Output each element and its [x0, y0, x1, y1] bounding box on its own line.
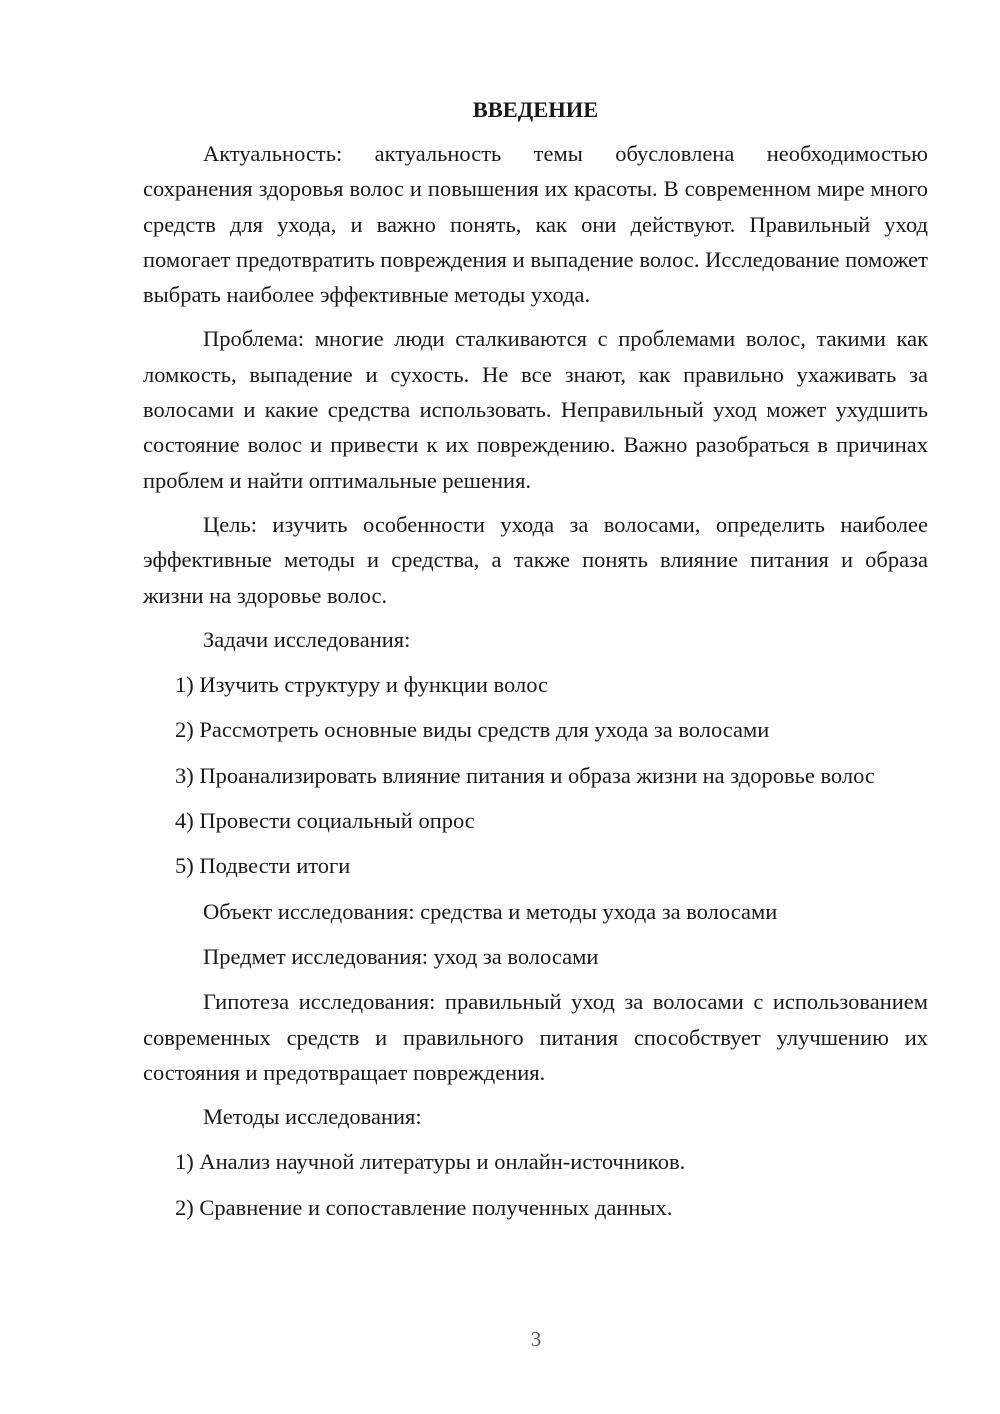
task-item: 3) Проанализировать влияние питания и образа жизни на здоровье волос: [175, 762, 875, 788]
document-body: [143, 92, 928, 1235]
hypothesis-paragraph: Гипотеза исследования: правильный уход за волосами с использованием современных средств и правильного питания способствует улучшению их состояния и предотвращает повреждения.: [143, 989, 928, 1085]
research-subject: Предмет исследования: уход за волосами: [203, 943, 599, 969]
page-number: 3: [530, 1327, 542, 1351]
tasks-heading: Задачи исследования:: [203, 626, 411, 652]
method-item: 2) Сравнение и сопоставление полученных данных.: [175, 1194, 673, 1220]
methods-heading: Методы исследования:: [203, 1104, 422, 1130]
task-item: 5) Подвести итоги: [175, 853, 351, 879]
document-title: ВВЕДЕНИЕ: [472, 97, 599, 122]
task-item: 4) Провести социальный опрос: [175, 808, 475, 834]
goal-paragraph: Цель: изучить особенности ухода за волосами, определить наиболее эффективные методы и средства, а также понять влияние питания и образа жизни на здоровье волос.: [143, 511, 928, 608]
relevance-paragraph: Актуальность: актуальность темы обусловлена необходимостью сохранения здоровья волос и повышения их красоты. В современном мире много средств для ухода, и важно понять, как они действуют. Правильный уход помогает предотвратить повреждения и выпадение волос. Исследование поможет выбрать наиболее эффективные методы ухода.: [143, 141, 928, 308]
task-item: 2) Рассмотреть основные виды средств для ухода за волосами: [175, 717, 770, 743]
research-object: Объект исследования: средства и методы ухода за волосами: [203, 898, 778, 924]
task-item: 1) Изучить структуру и функции волос: [175, 672, 549, 698]
method-item: 1) Анализ научной литературы и онлайн-источников.: [175, 1149, 686, 1175]
problem-paragraph: Проблема: многие люди сталкиваются с проблемами волос, такими как ломкость, выпадение и сухость. Не все знают, как правильно ухаживать за волосами и какие средства использовать. Неправильный уход может ухудшить состояние волос и привести к их повреждению. Важно разобраться в причинах проблем и найти оптимальные решения.: [143, 326, 928, 493]
